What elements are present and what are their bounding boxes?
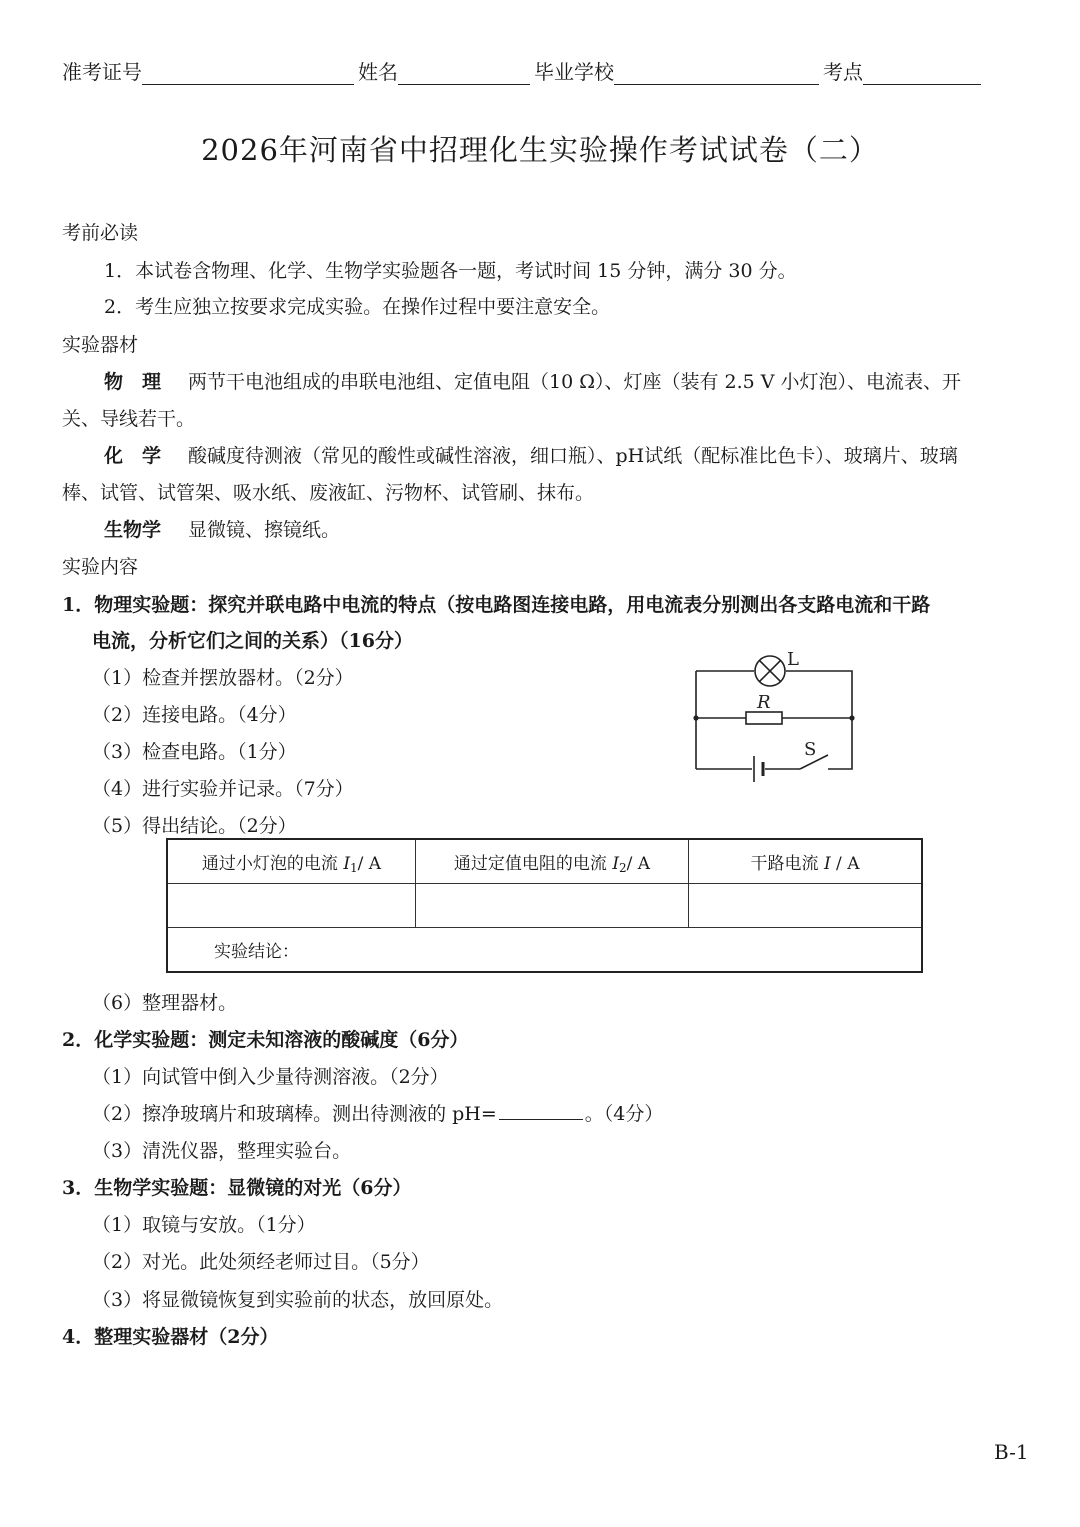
physics-text: 两节干电池组成的串联电池组、定值电阻（10 Ω）、灯座（装有 2.5 V 小灯泡）、电流表、开 (188, 371, 962, 393)
label-name: 姓名 (358, 60, 398, 84)
cell-main-current[interactable] (689, 884, 923, 928)
q2-step-2-score: 。（4分） (584, 1103, 664, 1125)
q2-step-1: （1）向试管中倒入少量待测溶液。（2分） (92, 1066, 449, 1088)
physics-label: 物 理 (104, 371, 162, 393)
equipment-biology (104, 515, 340, 542)
school-field[interactable] (614, 62, 819, 85)
q1-step-6: （6）整理器材。 (92, 992, 238, 1014)
junction-left (693, 715, 698, 720)
resistor-icon (746, 712, 782, 724)
q3-step-1: （1）取镜与安放。（1分） (92, 1214, 316, 1236)
q3-step-2: （2）对光。此处须经老师过目。（5分） (92, 1251, 430, 1273)
equipment-heading: 实验器材 (62, 334, 139, 356)
q4-title: 4．整理实验器材（2分） (62, 1326, 279, 1348)
exam-id-field[interactable] (142, 62, 354, 85)
content-heading: 实验内容 (62, 556, 139, 578)
chemistry-text: 酸碱度待测液（常见的酸性或碱性溶液，细口瓶）、pH试纸（配标准比色卡）、玻璃片、玻璃 (188, 445, 958, 467)
record-table (166, 838, 923, 973)
table-conclusion-row (167, 928, 922, 973)
biology-text: 显微镜、擦镜纸。 (188, 519, 341, 541)
cell-resistor-current[interactable] (416, 884, 689, 928)
physics-text-cont: 关、导线若干。 (62, 408, 196, 430)
lamp-cross (759, 660, 780, 681)
q2-title: 2．化学实验题：测定未知溶液的酸碱度（6分） (62, 1029, 469, 1051)
ph-answer-blank[interactable] (499, 1101, 583, 1120)
exam-site-field[interactable] (863, 62, 981, 85)
header-resistor-current: 通过定值电阻的电流 $I_2/$ A (416, 839, 689, 884)
label-exam-site: 考点 (823, 60, 863, 84)
q1-step-5: （5）得出结论。（2分） (92, 815, 297, 837)
name-field[interactable] (398, 62, 530, 85)
top-wire-right (786, 671, 852, 718)
page-number: B-1 (994, 1440, 1029, 1464)
notice-item-2: 2．考生应独立按要求完成实验。在操作过程中要注意安全。 (104, 296, 611, 318)
junction-right (849, 715, 854, 720)
equipment-physics (104, 367, 961, 394)
q1-title-cont: 电流，分析它们之间的关系）（16分） (92, 630, 413, 652)
label-exam-id: 准考证号 (62, 60, 142, 84)
q1-step-2: （2）连接电路。（4分） (92, 704, 297, 726)
q1-title: 1．物理实验题：探究并联电路中电流的特点（按电路图连接电路，用电流表分别测出各支路电流和干路 (62, 594, 931, 616)
table-data-row (167, 884, 922, 928)
chemistry-label: 化 学 (104, 445, 162, 467)
resistor-label: R (757, 692, 771, 713)
label-school: 毕业学校 (534, 60, 614, 84)
header-fields (62, 56, 981, 85)
q3-title: 3．生物学实验题：显微镜的对光（6分） (62, 1177, 412, 1199)
q1-step-3: （3）检查电路。（1分） (92, 741, 297, 763)
page-title: 2026年河南省中招理化生实验操作考试试卷（二） (201, 133, 879, 167)
q3-step-3: （3）将显微镜恢复到实验前的状态，放回原处。 (92, 1289, 504, 1311)
right-wire-lower (828, 718, 852, 769)
header-lamp-current: 通过小灯泡的电流 $I_1/$ A (167, 839, 416, 884)
q1-step-1: （1）检查并摆放器材。（2分） (92, 667, 354, 689)
lamp-label: L (787, 649, 799, 670)
q2-step-3: （3）清洗仪器，整理实验台。 (92, 1140, 352, 1162)
q2-step-2 (92, 1099, 663, 1126)
q1-step-4: （4）进行实验并记录。（7分） (92, 778, 354, 800)
chemistry-text-cont: 棒、试管、试管架、吸水纸、废液缸、污物杯、试管刷、抹布。 (62, 482, 595, 504)
table-header-row (167, 839, 922, 884)
notice-item-1: 1．本试卷含物理、化学、生物学实验题各一题，考试时间 15 分钟，满分 30 分。 (104, 260, 797, 282)
biology-label: 生物学 (104, 519, 162, 541)
switch-label: S (804, 739, 817, 760)
header-main-current: 干路电流 I / A (689, 839, 923, 884)
circuit-diagram (688, 645, 868, 785)
q2-step-2-text: （2）擦净玻璃片和玻璃棒。测出待测液的 pH= (92, 1103, 497, 1125)
notice-heading: 考前必读 (62, 222, 139, 244)
conclusion-cell[interactable]: 实验结论： (167, 928, 922, 973)
cell-lamp-current[interactable] (167, 884, 416, 928)
equipment-chemistry (104, 441, 958, 468)
